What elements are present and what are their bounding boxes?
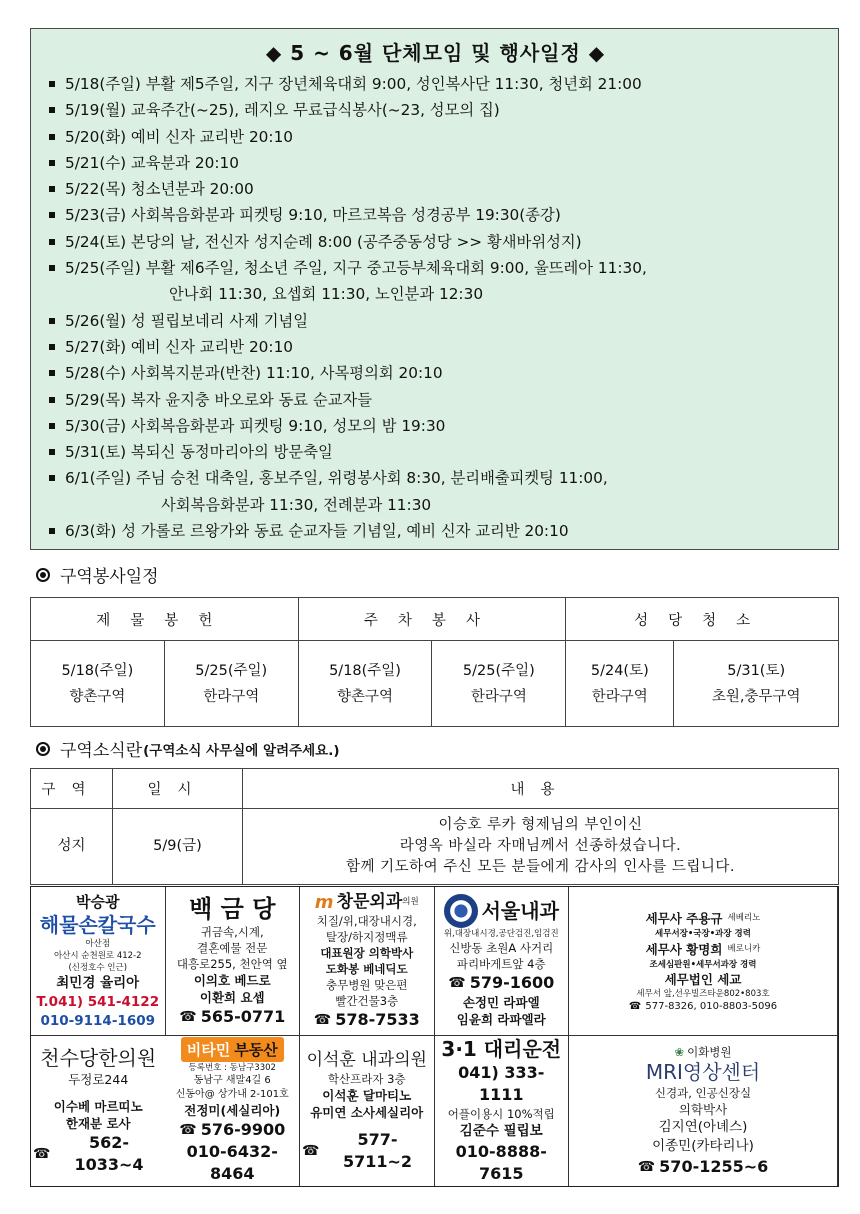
table-header: 일시 — [113, 769, 243, 809]
university-logo-icon — [444, 894, 478, 928]
ad-changmun-clinic: m 창문외과 의원 치질/위,대장내시경, 탈장/하지정맥류 대표원장 의학박사 도화봉 베네딕도 충무병원 맞은편 빨간건물3층 ☎ 578-7533 — [300, 887, 435, 1036]
list-item: 5/31(토) 복되신 동정마리아의 방문축일 — [43, 439, 828, 465]
ad-designated-driver: 3·1 대리운전 041) 333-1111 어플이용시 10%적립 김준수 필립보 010-8888-7615 — [435, 1036, 570, 1186]
table-cell: 성지 — [31, 809, 113, 885]
list-item: 5/25(주일) 부활 제6주일, 청소년 주일, 지구 중고등부체육대회 9:00, 울뜨레아 11:30, 안나회 11:30, 요셉회 11:30, 노인분과 12:30 — [43, 255, 828, 308]
service-table — [30, 597, 839, 727]
phone-icon: ☎ — [179, 1009, 197, 1025]
phone-icon: ☎ — [313, 1012, 332, 1028]
list-item: 5/18(주일) 부활 제5주일, 지구 장년체육대회 9:00, 성인복사단 11:30, 청년회 21:00 — [43, 71, 828, 97]
list-item: 5/23(금) 사회복음화분과 피켓팅 9:10, 마르코복음 성경공부 19:30(종강) — [43, 202, 828, 228]
phone-icon: ☎ — [628, 1000, 642, 1012]
news-table — [30, 768, 839, 885]
phone-icon: ☎ — [179, 1122, 197, 1138]
ad-kalguksu: 박승광 해물손칼국수 아산점 아산시 순천원로 412-2 (신정호수 인근) 최민경 율리아 T.041) 541-4122 010-9114-1609 — [31, 887, 166, 1036]
schedule-box — [30, 28, 839, 550]
service-heading: 구역봉사일정 — [36, 562, 159, 587]
ad-vitamin-realty: 비타민 부동산 등록번호 : 동남구3302 동남구 새말4길 6 신동아@ 상가내 2-101호 전정미(세실리아) ☎ 576-9900 010-6432-8464 — [166, 1036, 301, 1186]
list-item: 5/27(화) 예비 신자 교리반 20:10 — [43, 334, 828, 360]
phone-icon: ☎ — [33, 1146, 51, 1162]
ad-baekgeumdang: 백 금 당 귀금속,시계, 결혼예물 전문 대흥로255, 천안역 옆 이의호 베드로 이환희 요셉 ☎ 565-0771 — [166, 887, 301, 1036]
hospital-logo-icon: ❀ — [674, 1045, 685, 1059]
phone-icon: ☎ — [448, 975, 466, 991]
table-header: 성당청소 — [566, 598, 839, 641]
table-cell: 5/25(주일) 한라구역 — [432, 641, 566, 727]
ad-cheonsudang: 천수당한의원 두정로244 이수베 마르띠노 한재분 로사 ☎ 562-1033~4 — [33, 1046, 157, 1174]
list-item: 6/3(화) 성 가롤로 르왕가와 동료 순교자들 기념일, 예비 신자 교리반 20:10 — [43, 518, 828, 544]
ad-leeseokhun-clinic: 이석훈 내과의원 학산프라자 3층 이석훈 달마티노 유미연 소사세실리아 ☎ 577-5711~2 — [300, 1036, 435, 1186]
table-header: 구역 — [31, 769, 113, 809]
table-cell: 이승호 루카 형제님의 부인이신 라영옥 바실라 자매님께서 선종하셨습니다. 함께 기도하여 주신 모든 분들에게 감사의 인사를 드립니다. — [243, 809, 839, 885]
table-header: 내용 — [243, 769, 839, 809]
clinic-logo-icon: m — [314, 891, 334, 913]
list-item: 5/26(월) 성 필립보네리 사제 기념일 — [43, 308, 828, 334]
list-item: 5/28(수) 사회복지분과(반찬) 11:10, 사목평의회 20:10 — [43, 360, 828, 386]
circle-bullet-icon — [36, 742, 50, 756]
table-cell: 5/18(주일) 향촌구역 — [298, 641, 432, 727]
phone-icon: ☎ — [302, 1143, 320, 1159]
table-header: 주차봉사 — [298, 598, 566, 641]
phone-icon: ☎ — [637, 1159, 656, 1175]
list-item: 5/24(토) 본당의 날, 전신자 성지순례 8:00 (공주중동성당 >> 황새바위성지) — [43, 229, 828, 255]
news-heading: 구역소식란 (구역소식 사무실에 알려주세요.) — [36, 736, 340, 761]
table-cell: 5/25(주일) 한라구역 — [164, 641, 298, 727]
list-item: 6/1(주일) 주님 승천 대축일, 홍보주일, 위령봉사회 8:30, 분리배출피켓팅 11:00, 사회복음화분과 11:30, 전례분과 11:30 — [43, 465, 828, 518]
table-cell: 5/24(토) 한라구역 — [566, 641, 674, 727]
ad-mri-center: ❀ 이화병원 MRI영상센터 신경과, 인공신장실 의학박사 김지연(아녜스) 이종민(카타리나) ☎ 570-1255~6 — [569, 1036, 838, 1186]
table-cell: 5/18(주일) 향촌구역 — [31, 641, 165, 727]
schedule-title: ◆ 5 ~ 6월 단체모임 및 행사일정 ◆ — [265, 41, 606, 65]
ad-tax-accountant: 세무사 주용규 세베리노 세무서장•국장•과장 경력 세무사 황명희 베로니카 조세심판원•세무서과장 경력 세무법인 세교 세무서 앞,선우빌즈타운802•803호 ☎ 577-8326, 010-8803-5096 — [569, 887, 838, 1036]
table-cell: 5/9(금) — [113, 809, 243, 885]
list-item: 5/29(목) 복자 윤지충 바오로와 동료 순교자들 — [43, 387, 828, 413]
table-cell: 5/31(토) 초원,충무구역 — [674, 641, 839, 727]
schedule-list — [43, 71, 828, 544]
list-item: 5/21(수) 교육분과 20:10 — [43, 150, 828, 176]
ad-seoul-clinic: 서울내과 위,대장내시경,공단검진,임검진 신방동 초원A 사거리 파리바게트앞 4층 ☎ 579-1600 손정민 라파엘 임윤희 라파엘라 — [435, 887, 570, 1036]
list-item: 5/20(화) 예비 신자 교리반 20:10 — [43, 124, 828, 150]
list-item: 5/22(목) 청소년분과 20:00 — [43, 176, 828, 202]
list-item: 5/30(금) 사회복음화분과 피켓팅 9:10, 성모의 밤 19:30 — [43, 413, 828, 439]
table-header: 제물봉헌 — [31, 598, 299, 641]
list-item: 5/19(월) 교육주간(~25), 레지오 무료급식봉사(~23, 성모의 집) — [43, 97, 828, 123]
circle-bullet-icon — [36, 568, 50, 582]
ads-grid — [30, 886, 839, 1187]
